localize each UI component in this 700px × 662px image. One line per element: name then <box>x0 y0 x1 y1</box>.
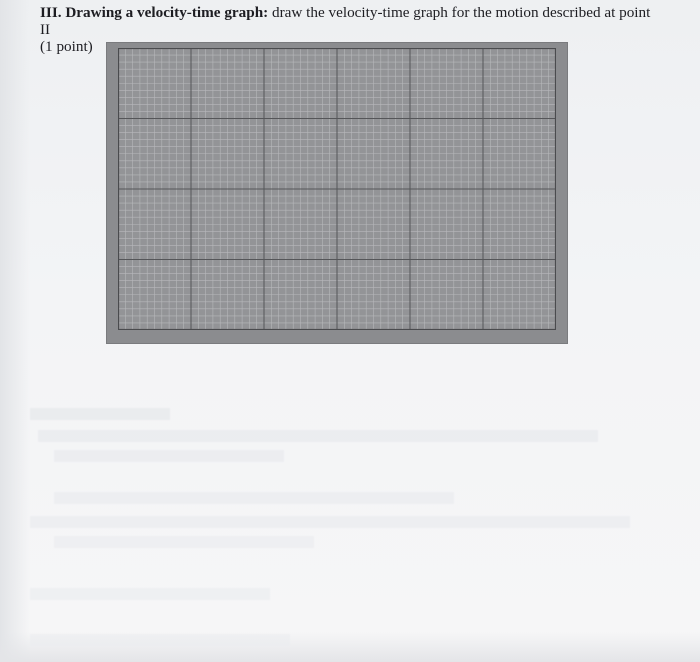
faded-background-text <box>30 404 650 654</box>
question-number: III. <box>40 4 62 21</box>
question-points: (1 point) <box>40 38 93 55</box>
question-text: draw the velocity-time graph for the motion described at point II <box>40 4 651 38</box>
paper-shadow-left <box>0 0 30 662</box>
graph-paper-grid[interactable] <box>118 48 556 330</box>
question-title: Drawing a velocity-time graph: <box>65 4 269 21</box>
graph-paper-frame <box>106 42 568 344</box>
